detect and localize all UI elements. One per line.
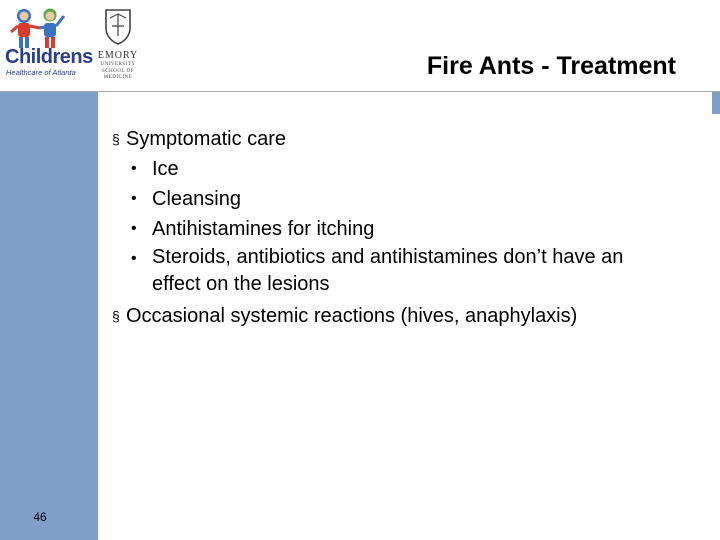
- emory-name: EMORY: [97, 50, 139, 61]
- bullet-item: [112, 301, 702, 331]
- dot-bullet-icon: •: [131, 220, 137, 237]
- emory-sub-line: UNIVERSITY: [100, 62, 136, 67]
- childrens-healthcare-logo: [2, 8, 92, 80]
- square-bullet-icon: §: [112, 308, 120, 324]
- bullet-text: Symptomatic care: [126, 128, 287, 150]
- sub-bullet-item: [112, 244, 652, 298]
- childrens-tagline: Healthcare of Atlanta: [6, 68, 76, 77]
- emory-subtitle: [94, 62, 142, 82]
- page-number: 46: [33, 510, 47, 524]
- childrens-brand-text: Childrens: [5, 46, 93, 68]
- bullet-text: Occasional systemic reactions (hives, anaphylaxis): [126, 305, 578, 327]
- page-title: Fire Ants - Treatment: [426, 52, 676, 80]
- dot-bullet-icon: •: [131, 190, 137, 207]
- dot-bullet-icon: •: [131, 160, 137, 177]
- sub-bullet-text: Antihistamines for itching: [152, 218, 375, 240]
- dot-bullet-icon: •: [131, 250, 137, 267]
- sub-bullet-item: [112, 184, 702, 214]
- left-sidebar-band: [0, 92, 98, 540]
- sub-bullet-text: Steroids, antibiotics and antihistamines don’t have an effect on the lesions: [152, 246, 624, 295]
- bullet-list: [112, 124, 702, 331]
- emory-sub-line: SCHOOL OF: [102, 68, 134, 74]
- emory-medicine-logo: [94, 6, 142, 82]
- bullet-item: [112, 124, 702, 154]
- square-bullet-icon: §: [112, 131, 120, 147]
- sub-bullet-text: Ice: [152, 158, 179, 180]
- children-figures-icon: [10, 8, 82, 50]
- right-accent-band: [712, 92, 720, 114]
- emory-sub-line: MEDICINE: [103, 75, 133, 80]
- header: [0, 0, 720, 92]
- sub-bullet-item: [112, 154, 702, 184]
- title-divider: [0, 91, 720, 92]
- emory-shield-icon: [104, 8, 132, 46]
- sub-bullet-item: [112, 214, 702, 244]
- sub-bullet-text: Cleansing: [152, 188, 241, 210]
